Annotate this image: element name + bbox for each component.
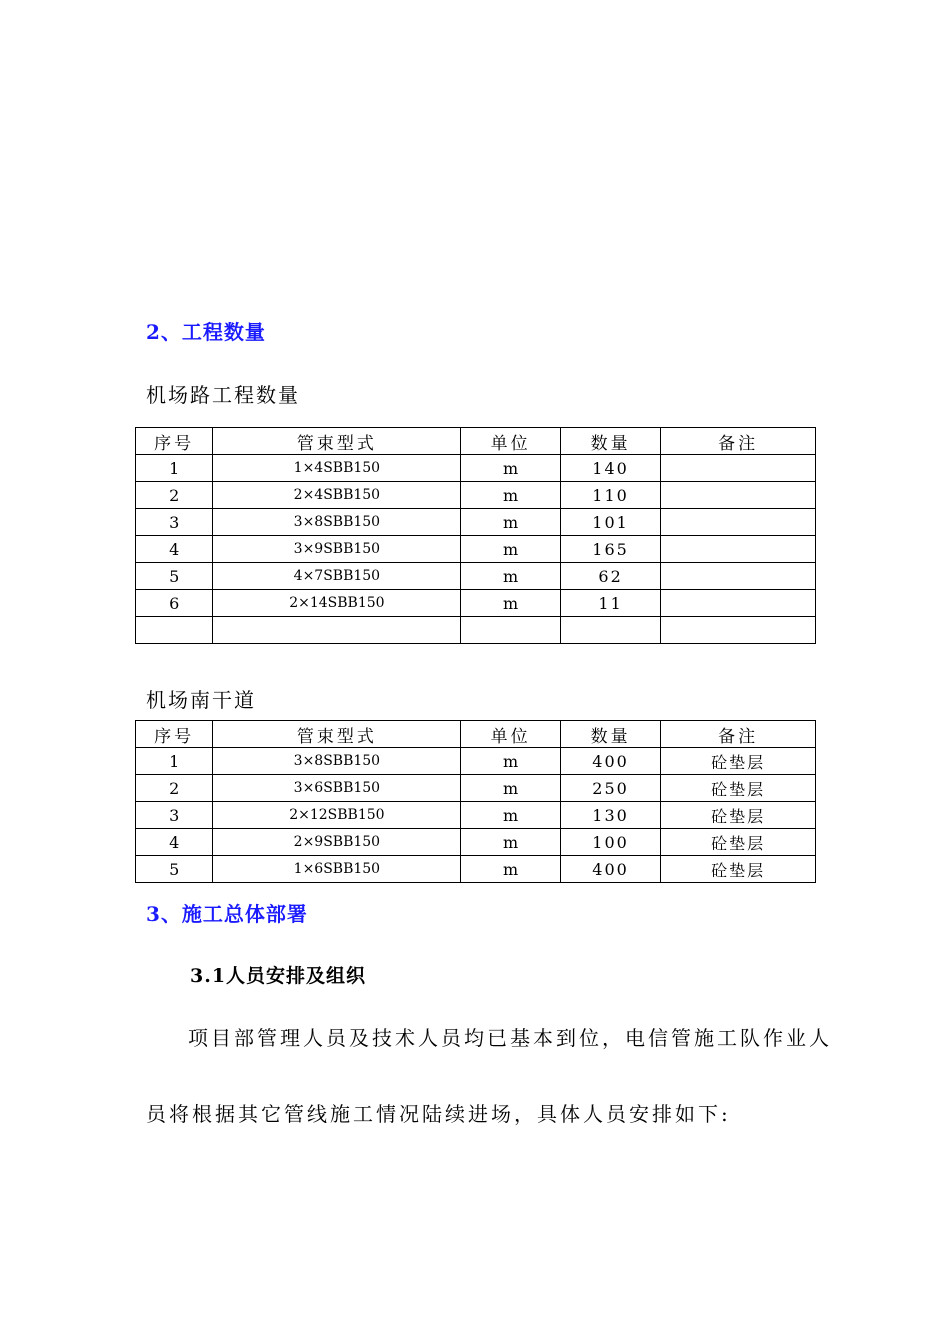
cell-unit: m	[461, 856, 560, 883]
cell-unit: m	[461, 748, 560, 775]
header-note: 备注	[661, 428, 816, 455]
header-quantity: 数量	[560, 428, 660, 455]
cell-type: 1×6SBB150	[213, 856, 461, 883]
table-row	[136, 455, 816, 482]
cell-type: 2×14SBB150	[213, 590, 461, 617]
cell-seq: 3	[136, 802, 213, 829]
cell-type: 3×9SBB150	[213, 536, 461, 563]
table-row	[136, 590, 816, 617]
cell-quantity: 11	[560, 590, 660, 617]
header-type: 管束型式	[213, 721, 461, 748]
cell-unit: m	[461, 536, 560, 563]
cell-unit: m	[461, 590, 560, 617]
table-header-row	[136, 721, 816, 748]
cell-unit	[461, 617, 560, 644]
airport-road-quantity-table	[135, 427, 816, 644]
cell-note	[661, 482, 816, 509]
section-2-heading: 2、工程数量	[146, 320, 266, 344]
cell-type: 2×4SBB150	[213, 482, 461, 509]
cell-unit: m	[461, 829, 560, 856]
airport-south-road-table	[135, 720, 816, 883]
header-note: 备注	[661, 721, 816, 748]
section-3-1-heading: 3.1人员安排及组织	[190, 965, 367, 987]
cell-note	[661, 509, 816, 536]
cell-seq: 3	[136, 509, 213, 536]
cell-note	[661, 617, 816, 644]
header-unit: 单位	[461, 428, 560, 455]
cell-quantity: 400	[560, 748, 660, 775]
cell-type: 2×12SBB150	[213, 802, 461, 829]
cell-unit: m	[461, 455, 560, 482]
cell-seq: 5	[136, 856, 213, 883]
table-header-row	[136, 428, 816, 455]
cell-quantity: 62	[560, 563, 660, 590]
table-row	[136, 775, 816, 802]
cell-unit: m	[461, 509, 560, 536]
cell-note	[661, 590, 816, 617]
cell-unit: m	[461, 802, 560, 829]
cell-type: 3×6SBB150	[213, 775, 461, 802]
table-row	[136, 509, 816, 536]
table-row	[136, 536, 816, 563]
cell-type	[213, 617, 461, 644]
cell-note: 砼垫层	[661, 856, 816, 883]
header-type: 管束型式	[213, 428, 461, 455]
table-row	[136, 802, 816, 829]
cell-quantity: 110	[560, 482, 660, 509]
cell-quantity: 100	[560, 829, 660, 856]
header-seq: 序号	[136, 428, 213, 455]
cell-type: 1×4SBB150	[213, 455, 461, 482]
cell-type: 4×7SBB150	[213, 563, 461, 590]
cell-seq: 1	[136, 455, 213, 482]
table-row	[136, 829, 816, 856]
header-quantity: 数量	[560, 721, 660, 748]
paragraph-line-2: 员将根据其它管线施工情况陆续进场，具体人员安排如下:	[146, 1102, 731, 1126]
cell-quantity: 165	[560, 536, 660, 563]
header-unit: 单位	[461, 721, 560, 748]
paragraph-line-1: 项目部管理人员及技术人员均已基本到位，电信管施工队作业人	[188, 1026, 832, 1050]
cell-quantity: 250	[560, 775, 660, 802]
cell-type: 2×9SBB150	[213, 829, 461, 856]
table-row	[136, 482, 816, 509]
table-row	[136, 748, 816, 775]
cell-note	[661, 563, 816, 590]
cell-seq: 6	[136, 590, 213, 617]
cell-seq	[136, 617, 213, 644]
cell-seq: 4	[136, 536, 213, 563]
table-row	[136, 617, 816, 644]
cell-note: 砼垫层	[661, 775, 816, 802]
header-seq: 序号	[136, 721, 213, 748]
cell-note: 砼垫层	[661, 802, 816, 829]
cell-note	[661, 536, 816, 563]
table2-title: 机场南干道	[146, 688, 256, 712]
cell-quantity: 140	[560, 455, 660, 482]
cell-seq: 1	[136, 748, 213, 775]
cell-note: 砼垫层	[661, 829, 816, 856]
table-row	[136, 856, 816, 883]
cell-quantity: 101	[560, 509, 660, 536]
cell-type: 3×8SBB150	[213, 509, 461, 536]
table1-title: 机场路工程数量	[146, 383, 300, 407]
cell-seq: 2	[136, 775, 213, 802]
section-3-heading: 3、施工总体部署	[146, 902, 308, 926]
cell-note: 砼垫层	[661, 748, 816, 775]
cell-seq: 2	[136, 482, 213, 509]
table-row	[136, 563, 816, 590]
cell-seq: 5	[136, 563, 213, 590]
cell-quantity: 400	[560, 856, 660, 883]
cell-unit: m	[461, 563, 560, 590]
cell-unit: m	[461, 482, 560, 509]
cell-quantity: 130	[560, 802, 660, 829]
cell-seq: 4	[136, 829, 213, 856]
cell-unit: m	[461, 775, 560, 802]
cell-note	[661, 455, 816, 482]
cell-quantity	[560, 617, 660, 644]
cell-type: 3×8SBB150	[213, 748, 461, 775]
